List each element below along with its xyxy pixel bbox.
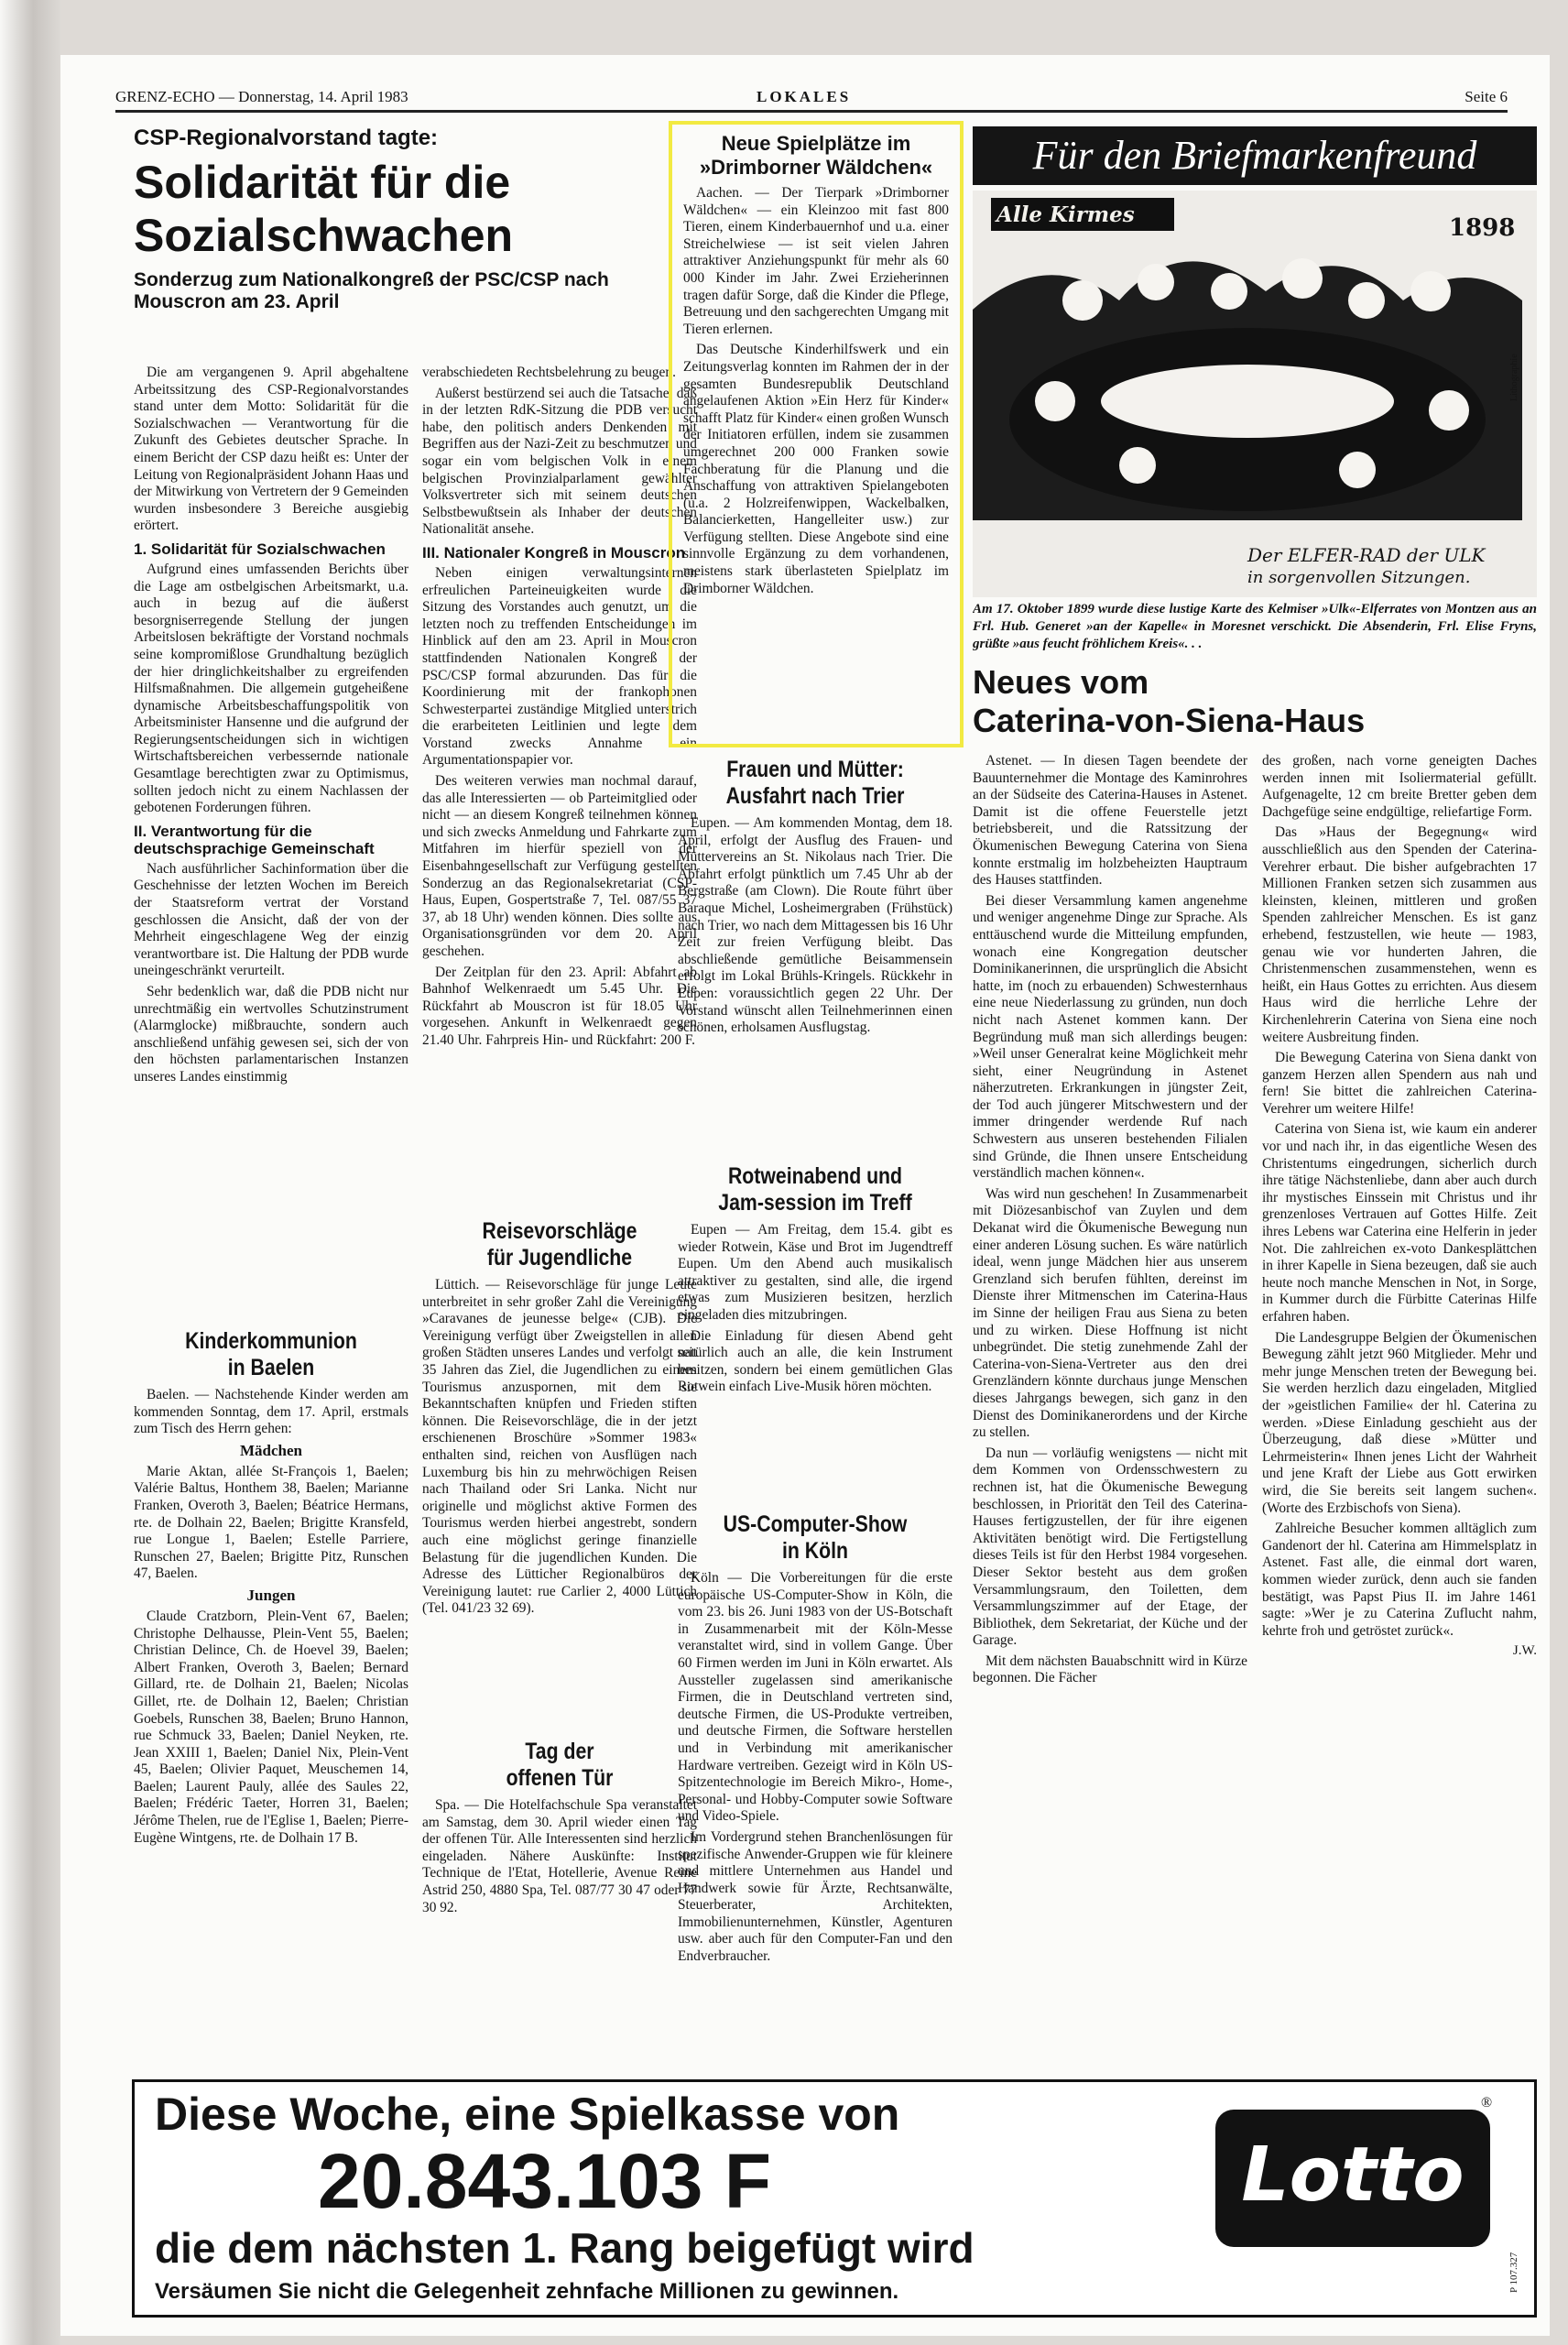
kinder-title-line2: in Baelen [227,1355,315,1380]
caterina-title-line1: Neues vom [973,663,1149,701]
reise-article [422,1211,697,1724]
header-rule [115,110,1508,113]
lotto-registered-mark: ® [1481,2095,1493,2110]
csp-subheading-3: III. Nationaler Kongreß in Mouscron [422,543,686,562]
rotwein-title-line1: Rotweinabend und [727,1163,903,1189]
csp-paragraph: Neben einigen verwaltungsinternen erfreulichen Parteineuigkeiten wurde die Sitzung des Vorstandes auch genutzt, um die letzten noch zu treffenden Entscheidungen im Hinblick auf den am 23. April in Mouscron stattfindenden Nationalen Kongreß der PSC/CSP formal abzurunden. Das für die Koordinierung mit der frankophonen Schwesterpartei zuständige Mitglied unterstrich die erarbeiteten Leitlinien und legte dem Vorstand zwecks Annahme ein Argumentationspapier vor. [422,564,697,769]
caterina-paragraph: Was wird nun geschehen! In Zusammenarbeit mit Diözesanbischof van Zuylen und dem Dekanat wird die Ökumenische Bewegung nun einer anderen Lösung suchen. Es wäre natürlich ideal, wenn junge Mädchen hier aus unserem Grenzland sich berufen fühlten, dereinst im Dienste ihrer Mitmenschen im Caterina-Haus im Sinne der heiligen Frau aus Siena zu beten und zu wirken. Diese Hoffnung ist nicht unbegründet. Die stetig zunehmende Zahl der Caterina-von-Siena-Vertreter aus den drei Grenzländern könnte durchaus junge Menschen dieses Jahrgangs bewegen, sich ganz in den Dienst des Dominikanerordens und der Kirche zu stellen. [973,1185,1247,1441]
csp-title-line1: Solidarität für die [134,157,511,208]
postcard-title-text: Alle Kirmes [996,202,1135,227]
rotwein-paragraph: Eupen — Am Freitag, dem 15.4. gibt es wieder Rotwein, Käse und Brot im Jugendtreff Eupen. Um den Abend auch musikalisch attraktiver zu gestalten, sind alle, die irgend etwas zum Musizieren besitzen, herzlich eingeladen dies mitzubringen. [678,1222,953,1323]
csp-paragraph: Nach ausführlicher Sachinformation über die Geschehnisse der letzten Wochen im Bereich der Staatsreform vertrat der Vorstand geschlossen die Ansicht, daß der von der Mehrheit eingeschlagene Weg der einzig verantwortbare ist. Die Haltung der PDB wurde uneingeschränkt verurteilt. [134,860,408,979]
spielplatz-paragraph: Aachen. — Der Tierpark »Drimborner Wäldchen« — ein Kleinzoo mit fast 800 Tieren, einem Kinderbauernhof und u.a. einer Streichelwiese — ist seit vielen Jahren attraktiver Anziehungspunkt für mehr als 60 000 Kinder im Jahr. Zwei Erzieherinnen tragen dafür Sorge, daß die Kinder die Pflege, Betreuung und den sachgerechten Umgang mit Tieren erlernen. [683,185,949,337]
frauen-title-line1: Frauen und Mütter: [726,757,904,782]
lotto-footer-line: Versäumen Sie nicht die Gelegenheit zehnfache Millionen zu gewinnen. [155,2279,899,2304]
csp-paragraph: Außerst bestürzend sei auch die Tatsache, daß in der letzten RdK-Sitzung die PDB versucht habe, den politisch anders Denkenden mit Begriffen aus der Nazi-Zeit zu beschmutzen und sogar ein vom belgischen Volk in einem belgischen Provinzialparlament gewählter Volksvertreter sich mit seinem deutschen Selbstbewußtsein als Inhaber der deutschen Nationalität ansehe. [422,385,697,538]
briefmarken-banner [973,126,1537,185]
csp-paragraph: Aufgrund eines umfassenden Berichts über die Lage am ostbelgischen Arbeitsmarkt, u.a. auch in bezug auf die äußerst besorgniserregende Stellung der jungen Arbeitslosen bekräftigte der Vorstand nochmals seine kompromißlose Grundhaltung bezüglich der hier dringlichkeitshalber zu ergreifenden Hilfsmaßnahmen. Die allgemein gutgeheißene dynamische Arbeitsbeschaffungspolitik von Arbeitsminister Hansenne und die aufgrund der Regierungsentscheidungen sich in wichtigen Wirtschaftsbereichen verbessernde nationale Gesamtlage berechtigten zwar zu Optimismus, sollten jedoch nicht zu einem Nachlassen der gebotenen Forderungen führen. [134,561,408,816]
caterina-paragraph: Die Landesgruppe Belgien der Ökumenischen Bewegung zählt jetzt 960 Mitglieder. Mehr und mehr junge Menschen treten der Bewegung bei. Sie werden herzlich dazu eingeladen, Mitglied der »geistlichen Familie« der hl. Caterina zu werden. »Diese Einladung geschieht aus der Überzeugung, daß diese »Mütter und Lehrmeisterin« Ihnen jenes Licht der Wahrheit und jene Kraft der Liebe aus Gott erwirken wird, die Sie bereits seit langem suchen«. (Worte des Erzbischofs von Siena). [1262,1329,1537,1516]
csp-paragraph: Die am vergangenen 9. April abgehaltene Arbeitssitzung des CSP-Regionalvorstandes stand unter dem Motto: Solidarität für die Sozialschwachen — Verantwortung für die Zukunft des Gebietes deutscher Sprache. In einem Bericht der CSP dazu heißt es: Unter der Leitung von Regionalpräsident Johann Haas und der Mitwirkung von Vertretern der 9 Gemeinden wurden insbesondere 3 Bereiche ausgiebig erörtert. [134,365,408,534]
frauen-title [699,757,932,810]
kinder-boys-heading: Jungen [246,1586,296,1604]
postcard-year: 1898 [1449,214,1516,242]
postcard-image [973,191,1537,597]
rotwein-paragraph: Die Einladung für diesen Abend geht natürlich auch an alle, die kein Instrument besitzen, sondern bei einem gemütlichen Glas Rotwein einfach Live-Musik hören möchten. [678,1327,953,1395]
kinder-girls-heading: Mädchen [240,1441,302,1459]
lotto-ad-code: P 107.327 [1508,2252,1519,2293]
lotto-subline: die dem nächsten 1. Rang beigefügt wird [155,2224,975,2272]
reise-title [443,1218,677,1271]
postcard-drawing [973,191,1537,597]
caterina-paragraph: Da nun — vorläufig wenigstens — nicht mit dem Kommen von Ordensschwestern zu rechnen ist, hat die Ökumenische Bewegung beschlossen, in Priorität den Teil des Caterina-Hauses fertigzustellen, der für ihre eigenen Aktivitäten benötigt wird. Die Fertigstellung dieses Teils ist für den Herbst 1984 vorgesehen. Dieser Sektor besteht aus dem großen Versammlungsraum, den Toiletten, dem Versammlungszimmer auf der Etage, der Bibliothek, dem Sekretariat, der Küche und der Garage. [973,1445,1247,1649]
frauen-title-line2: Ausfahrt nach Trier [725,783,905,809]
postcard-bottom-text-1: Der ELFER-RAD der ULK [1247,544,1486,566]
caterina-paragraph: Das »Haus der Begegnung« wird ausschließlich aus den Spenden der Caterina-Verehrer erbaut. Die bisher aufgebrachten 17 Millionen Franken setzen sich zusammen aus kleinsten, kleinen, mittleren und großen Spenden zahlreicher Menschen. Es ist ganz erhebend, festzustellen, wie heute — 1983, genau wie vor hunderten Jahren, die Christenmenschen zusammenstehen, wenn es heißt, ein Haus Gottes zu errichten. Aus diesem Haus wird die herrliche Lehre der Kirchenlehrerin Caterina von Siena eine noch weitere Ausbreitung finden. [1262,824,1537,1045]
spielplatz-title [683,132,949,180]
us-paragraph: Köln — Die Vorbereitungen für die erste europäische US-Computer-Show in Köln, die vom 23. bis 26. Juni 1983 von der US-Botschaft in Zusammenarbeit mit der Köln-Messe veranstaltet wird, sind in vollem Gange. Über 60 Firmen werden im Juni in Köln erwartet. Als Aussteller zugelassen sind amerikanische Firmen, die in Deutschland vertreten sind, deutsche Firmen, die US-Produkte vertreiben, und deutsche Firmen, die Software herstellen und in Verbindung mit amerikanischer Hardware vertreiben. Gezeigt wird in Köln US-Spitzentechnologie im Bereich Mikro-, Home-, Personal- und Hobby-Computer sowie Software und Video-Spiele. [678,1570,953,1825]
spielplatz-title-line1: Neue Spielplätze im [721,132,911,155]
lotto-amount: 20.843.103 F [318,2138,772,2224]
briefmarken-banner-title: Für den Briefmarkenfreund [1032,133,1477,178]
reise-body: Lüttich. — Reisevorschläge für junge Leute unterbreitet in sehr großer Zahl die Vereinigung »Caravanes de jeunesse belge« (CJB). Die Vereinigung verfügt über Zweigstellen in allen großen Städten unseres Landes und verfolgt seit 35 Jahren das Ziel, die Jugendlichen zu einem Tourismus anzuspornen, mit dem sie Bekanntschaften knüpfen und Frieden stiften können. Die Reisevorschläge, die in der jetzt erschienenen Broschüre »Sommer 1983« enthalten sind, reichen von Ausflügen nach Luxemburg bis hin zu mehrwöchigen Reisen nach Thailand oder Sri Lanka. Nicht nur originelle und möglichst aktive Formen des Tourismus werden hierbei angestrebt, sondern auch eine möglichst geringe finanzielle Belastung für die jugendlichen Kunden. Die Adresse des Lütticher Regionalbüros der Vereinigung lautet: rue Carlier 2, 4000 Lüttich (Tel. 041/23 32 69). [422,1277,697,1617]
rotwein-title-line2: Jam-session im Treff [718,1190,912,1216]
caterina-paragraph: Mit dem nächsten Bauabschnitt wird in Kürze begonnen. Die Fächer [973,1652,1247,1686]
caterina-paragraph: Bei dieser Versammlung kamen angenehme und weniger angenehme Dinge zur Sprache. Als enttäuschend wurde die Mitteilung empfunden, wonach eine Kongregation deutscher Dominikanerinnen, die ursprünglich die Absicht hatte, im (noch zu erbauenden) Schwesternhaus eine neue Niederlassung zu gründen, nun doch nicht nach Astenet kommen kann. Der Begründung muß man sich allerdings beugen: »Weil unser Generalrat keine Möglichkeit mehr sieht, einer Neugründung in Astenet näherzutreten. Erkrankungen in jüngster Zeit, der Tod auch jüngerer Mitschwestern und der immer dringender werdende Ruf nach Schwestern aus unseren bestehenden Filialen sind Gründe, die Ihnen unsere Entscheidung verständlich machen können«. [973,892,1247,1182]
lotto-logo [1215,2110,1490,2247]
lotto-advertisement [132,2079,1537,2318]
csp-column-2 [422,365,697,1207]
csp-subheading-1: 1. Solidarität für Sozialschwachen [134,540,386,558]
kinder-title-line1: Kinderkommunion [185,1328,357,1354]
newspaper-page [60,55,1550,2336]
reise-title-line2: für Jugendliche [486,1245,633,1271]
csp-paragraph: Sehr bedenklich war, daß die PDB nicht nur unrechtmäßig ein wertvolles Schutzinstrument (Alarmglocke) mißbrauchte, sondern auch anschließend unfähig gewesen sei, sich der von den höchsten parlamentarischen Instanzen unseres Landes einstimmig [134,984,408,1085]
tag-body: Spa. — Die Hotelfachschule Spa veranstaltet am Samstag, dem 30. April wieder einen Tag der offenen Tür. Alle Interessenten sind herzlich eingeladen. Nähere Auskünfte: Institut Technique de l'Etat, Hotellerie, Avenue Reine Astrid 250, 4880 Spa, Tel. 087/77 30 47 oder 77 30 92. [422,1797,697,1915]
csp-paragraph: Des weiteren verwies man nochmal darauf, das alle Interessierten — ob Parteimitglied oder nicht — an diesem Kongreß teilnehmen können und sich zwecks Anmeldung und Fahrkarte zum Mitfahren im hierfür speziell von der Eisenbahngesellschaft zur Verfügung gestellten Sonderzug an das Regionalsekretariat (CSP-Haus, Eupen, Gospertstraße 7, Tel. 087/55 37 37, ab 18 Uhr) wenden können. Dies sollte aus Organisationsgründen vor dem 20. April geschehen. [422,773,697,959]
caterina-paragraph: Astenet. — In diesen Tagen beendete der Bauunternehmer die Montage des Kaminrohres an der Südseite des Caterina-Hauses in Astenet. Damit ist die offene Feuerstelle jetzt betriebsbereit, und die Ratssitzung der Ökumenischen Bewegung Caterina von Siena konnte erstmalig im holzbeheizten Hauptraum des Hauses stattfinden. [973,753,1247,889]
postcard-side-text: Lithographie [1509,354,1519,401]
page-binding-shadow [0,0,60,2345]
tag-title [443,1739,677,1792]
kinder-girls-list: Marie Aktan, allée St-François 1, Baelen; Valérie Baltus, Honthem 38, Baelen; Marianne Franken, Overoth 3, Baelen; Béatrice Hermans, rte. de Dolhain 22, Baelen; Brigitte Kransfeld, rue Longue 1, Baelen; Estelle Parriere, Runschen 27, Baelen; Brigitte Pitz, Runschen 47, Baelen. [134,1463,408,1582]
postcard-caption: Am 17. Oktober 1899 wurde diese lustige Karte des Kelmiser »Ulk«-Elferrates von Montzen aus an Frl. Hub. Generet »an der Kapelle« in Moresnet verschickt. Die Absenderin, Frl. Elise Fryns, grüßte »aus feucht fröhlichem Kreis«. . . [973,602,1537,651]
tag-title-line1: Tag der [525,1739,594,1764]
us-paragraph: Im Vordergrund stehen Branchenlösungen für spezifische Anwender-Gruppen wie für kleinere und mittlere Unternehmen aus Handel und Handwerk sowie für Ärzte, Rechtsanwälte, Steuerberater, Architekten, Immobilienunternehmen, Künstler, Agenturen usw. aber auch für den Computer-Fan und den Endverbraucher. [678,1828,953,1965]
csp-paragraph: Der Zeitplan für den 23. April: Abfahrt ab Bahnhof Welkenraedt um 5.45 Uhr. Die Rückfahrt ab Mouscron ist für 18.05 Uhr vorgesehen. Ankunft in Welkenraedt gegen 21.40 Uhr. Fahrpreis Hin- und Rückfahrt: 200 F. [422,964,697,1048]
caterina-paragraph: des großen, nach vorne geneigten Daches werden innen mit Isoliermaterial gefüllt. Aufgenagelte, 12 cm breite Bretter geben dem Dachgefüge seine endgültige, reliefartige Form. [1262,753,1537,820]
tag-title-line2: offenen Tür [506,1765,614,1791]
csp-paragraph: verabschiedeten Rechtsbelehrung zu beugen. [422,365,676,380]
caterina-paragraph: Caterina von Siena ist, wie kaum ein anderer vor und nach ihr, in das eigentliche Wesen des Christentums eingedrungen, sicherlich durch ihre tätige Nächstenliebe, dann aber auch durch ihr mystisches Einssein mit Christus und ihr grenzenloses Vertrauen auf Gottes Hilfe. Zeit ihres Lebens war Caterina eine Helferin in jeder Not. Die zahlreichen ex-voto Dankesplättchen in ihrer Kapelle in Siena bezeugen, daß sie auch heute noch manche Menschen in Not, in Sorge, in Kummer durch die Fürbitte Caterinas Hilfe erfahren haben. [1262,1121,1537,1325]
lotto-logo-text: Lotto [1241,2132,1465,2219]
caterina-column-1 [973,753,1247,2237]
header-page-number: Seite 6 [1465,88,1508,105]
csp-kicker: CSP-Regionalvorstand tagte: [134,125,439,150]
csp-subheading-2: II. Verantwortung für die deutschsprachige Gemeinschaft [134,822,375,857]
csp-headline-block [134,119,702,362]
caterina-title-line2: Caterina-von-Siena-Haus [973,702,1366,739]
spielplatz-article [669,121,964,747]
caterina-paragraph: Die Bewegung Caterina von Siena dankt von ganzem Herzen allen Spendern aus nah und fern! Sie bittet die zahlreichen Caterina-Verehrer um weitere Hilfe! [1262,1050,1537,1117]
caterina-signature: J.W. [1512,1643,1537,1659]
frauen-article [678,749,953,1152]
header-section: LOKALES [757,88,852,105]
caterina-column-2 [1262,753,1537,2237]
postcard-bottom-text-2: in sorgenvollen Sitzungen. [1247,568,1471,587]
rotwein-article [678,1156,953,1495]
us-title [699,1511,932,1565]
page-header [115,82,1508,110]
reise-title-line1: Reisevorschläge [482,1218,637,1244]
frauen-body: Eupen. — Am kommenden Montag, dem 18. April, erfolgt der Ausflug des Frauen- und Müttervereins an St. Nikolaus nach Trier. Die Abfahrt erfolgt pünktlich um 7.45 Uhr ab der Bergstraße (am Clown). Die Route führt über Baraque Michel, Losheimergraben (Frühstück) nach Trier, wo nach dem Mittagessen bis 16 Uhr Zeit zur freien Verfügung bleibt. Das abschließende gemütliche Beisammensein erfolgt im Lokal Brühls-Kringels. Rückkehr in Eupen: voraussichtlich gegen 22 Uhr. Der Vorstand wünscht allen Teilnehmerinnen einen schönen, erholsamen Ausflugstag. [678,815,953,1036]
us-title-line2: in Köln [781,1538,849,1564]
caterina-headline [973,663,1537,746]
header-issue-date: GRENZ-ECHO — Donnerstag, 14. April 1983 [115,88,408,105]
csp-subhead: Sonderzug zum Nationalkongreß der PSC/CSP nach Mouscron am 23. April [134,269,609,312]
spielplatz-title-line2: »Drimborner Wäldchen« [699,156,933,179]
kinder-title [155,1328,388,1381]
spielplatz-paragraph: Das Deutsche Kinderhilfswerk und ein Zeitungsverlag konnten im Rahmen der in der gesamten Bundesrepublik Deutschland angelaufenen Aktion »Ein Herz für Kinder« schafft Platz für Kinder« einen großen Wunsch der Initiatoren erfüllen, indem sie zusammen umgerechnet 200 000 Franken sowie Fachberatung für die Planung und die Anschaffung von attraktiven Spielangeboten (u.a. 2 Holzreifenwippen, Wackelbalken, Balancierketten, Hangelleiter usw.) zur Verfügung stellten. Diese Angebote sind eine sinnvolle Ergänzung zu dem vorhandenen, meistens stark überlasteten Spielplatz im Drimborner Wäldchen. [683,342,949,596]
us-title-line1: US-Computer-Show [723,1511,908,1537]
kinder-boys-list: Claude Cratzborn, Plein-Vent 67, Baelen; Christophe Delhausse, Plein-Vent 55, Baelen; Christian Delince, Ch. de Hoevel 39, Baelen; Albert Franken, Overoth 3, Baelen; Bernard Gillard, rte. de Dolhain 21, Baelen; Nicolas Gillet, rte. de Dolhain 12, Baelen; Christian Goebels, Runschen 38, Baelen; Bruno Hannon, rue Schmuck 33, Baelen; Daniel Neyken, rte. Jean XXIII 1, Baelen; Daniel Nix, Plein-Vent 45, Baelen; Olivier Paquet, Meuschemen 14, Baelen; Laurent Pauly, allée des Saules 22, Baelen; Frédéric Taeter, Horren 31, Baelen; Jérôme Thelen, rue de l'Eglise 1, Baelen; Pierre-Eugène Wintgens, rte. de Dolhain 17 B. [134,1608,408,1846]
rotwein-title [699,1163,932,1216]
csp-column-1 [134,365,408,1317]
lotto-headline: Diese Woche, eine Spielkasse von [155,2089,900,2140]
kinder-intro: Baelen. — Nachstehende Kinder werden am kommenden Sonntag, dem 17. April, erstmals zum Tisch des Herrn gehen: [134,1387,408,1437]
csp-title-line2: Sozialschwachen [134,210,514,261]
caterina-paragraph: Zahlreiche Besucher kommen alltäglich zum Gandenort der hl. Caterina am Himmelsplatz in Astenet. Fast alle, die einmal dort waren, kommen wieder zurück, denn auch sie fanden bestätigt, was Papst Pius II. im Jahre 1461 sagte: »Wer je zu Caterina Zuflucht nahm, kehrte froh und getröstet zurück«. [1262,1521,1537,1639]
